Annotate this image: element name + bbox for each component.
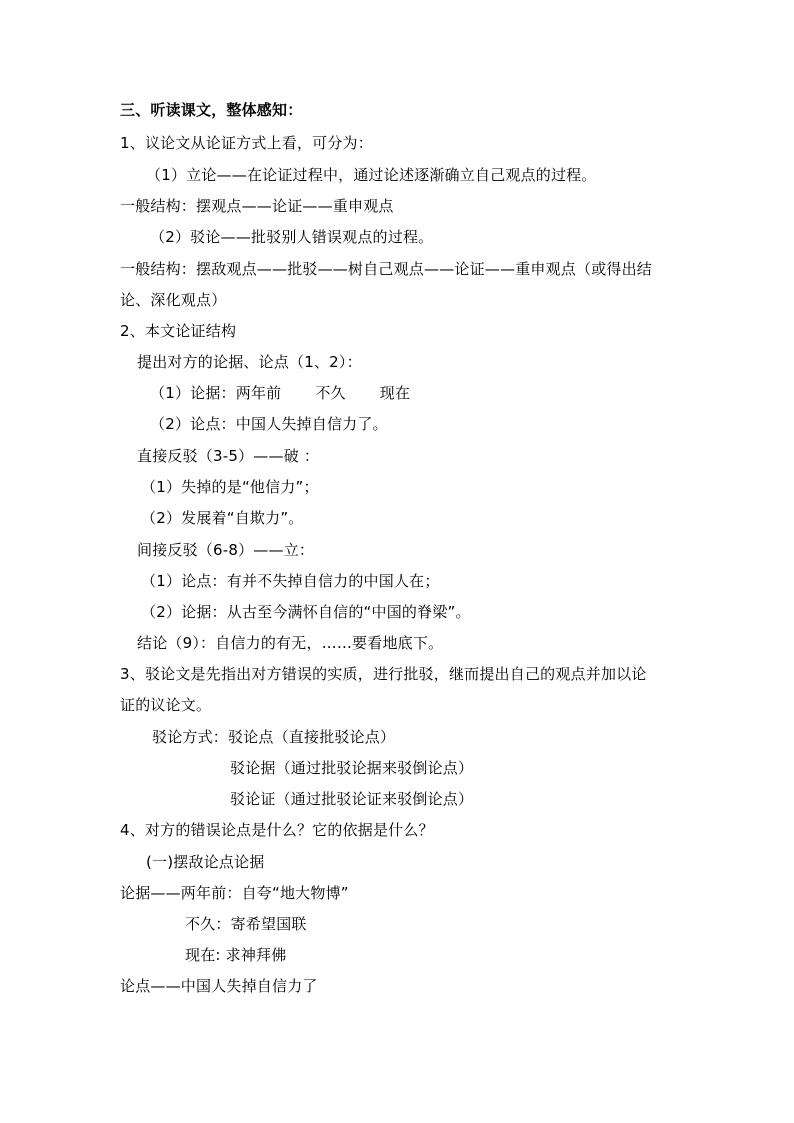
- paragraph-line: （2）论据：从古至今满怀自信的“中国的脊梁”。: [141, 603, 471, 621]
- paragraph-line: 一般结构：摆敌观点——批驳——树自己观点——论证——重申观点（或得出结: [120, 260, 653, 278]
- paragraph-line: 间接反驳（6-8）——立：: [137, 541, 315, 559]
- paragraph-line: 论据——两年前：自夸“地大物博”: [120, 884, 349, 902]
- paragraph-line: 不久：寄希望国联: [185, 915, 307, 933]
- paragraph-line: 驳论证（通过批驳论证来驳倒论点）: [230, 790, 474, 808]
- evidence-item: 不久: [315, 384, 346, 402]
- paragraph-line: 一般结构：摆观点——论证——重申观点: [120, 197, 394, 215]
- evidence-label: （1）论据：两年前: [150, 384, 282, 402]
- paragraph-line: 3、驳论文是先指出对方错误的实质，进行批驳，继而提出自己的观点并加以论: [120, 665, 647, 683]
- paragraph-line: （1）论点：有并不失掉自信力的中国人在；: [141, 572, 440, 590]
- paragraph-line: 2、本文论证结构: [120, 322, 237, 340]
- paragraph-line: 证的议论文。: [120, 696, 212, 714]
- paragraph-line: 论点——中国人失掉自信力了: [120, 977, 318, 995]
- paragraph-line: [150, 383, 410, 403]
- paragraph-line: 直接反驳（3-5）——破 ：: [137, 447, 320, 465]
- paragraph-line: (一)摆敌论点论据: [146, 853, 265, 871]
- paragraph-line: 驳论方式：驳论点（直接批驳论点）: [152, 728, 396, 746]
- paragraph-line: 提出对方的论据、论点（1、2）：: [137, 353, 362, 371]
- evidence-item: 现在: [379, 384, 411, 402]
- section-heading: 三、听读课文，整体感知：: [120, 101, 303, 119]
- paragraph-line: （2）发展着“自欺力”。: [141, 509, 304, 527]
- paragraph-line: 论、深化观点）: [120, 291, 227, 309]
- paragraph-line: 驳论据（通过批驳论据来驳倒论点）: [230, 759, 474, 777]
- paragraph-line: 结论（9）：自信力的有无，……要看地底下。: [137, 634, 444, 652]
- paragraph-line: （2）论点：中国人失掉自信力了。: [150, 415, 388, 433]
- paragraph-line: 现在: 求神拜佛: [185, 946, 287, 964]
- paragraph-line: 1、议论文从论证方式上看，可分为：: [120, 134, 373, 152]
- paragraph-line: （1）失掉的是“他信力”；: [141, 478, 319, 496]
- paragraph-line: 4、对方的错误论点是什么？它的依据是什么？: [120, 821, 434, 839]
- paragraph-line: （1）立论——在论证过程中，通过论述逐渐确立自己观点的过程。: [146, 166, 597, 184]
- paragraph-line: （2）驳论——批驳别人错误观点的过程。: [150, 228, 434, 246]
